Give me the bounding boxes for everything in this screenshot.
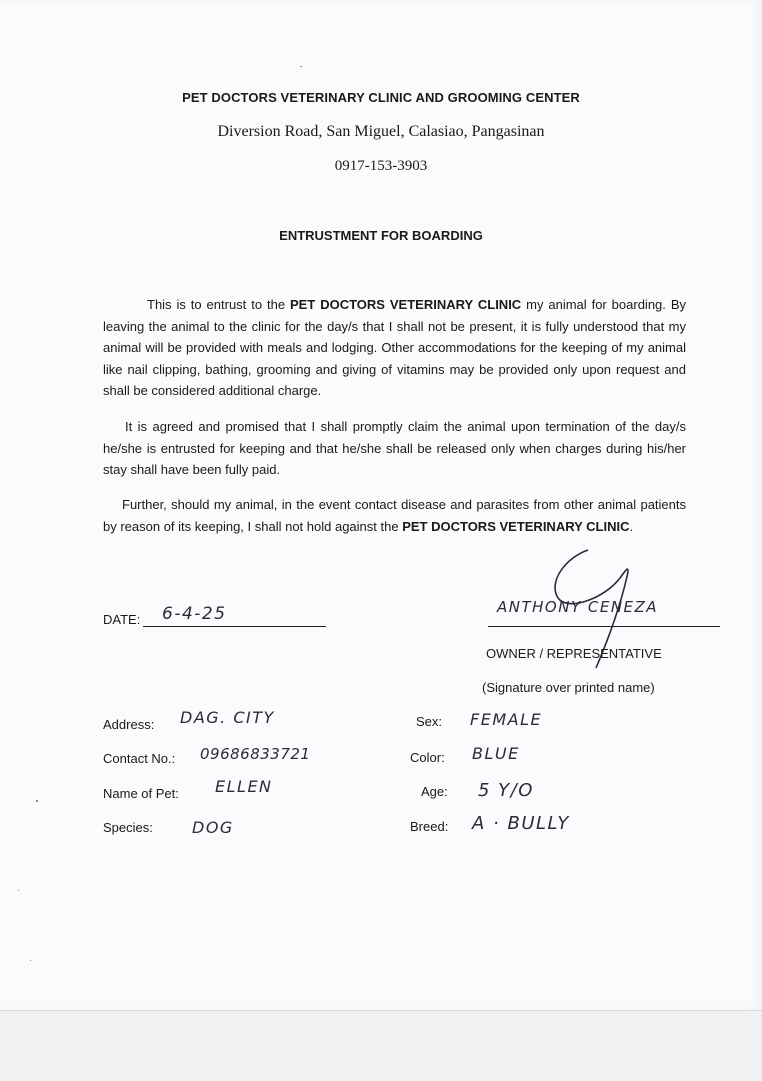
scan-speck bbox=[36, 800, 38, 802]
paragraph-entrust: This is to entrust to the PET DOCTORS VETERINARY CLINIC my animal for boarding. By leaving the animal to the clinic for the day/s that I shall not be present, it is fully understood that my animal will be provided with meals and lodging. Other accommodations for the keeping of my animal like nail clipping, bathing, grooming and giving of vitamins may be provided only upon request and shall be considered additional charge. bbox=[103, 297, 686, 398]
pet-name-label: Name of Pet: bbox=[103, 786, 179, 801]
date-value: 6-4-25 bbox=[162, 604, 227, 624]
paragraph-agreement: It is agreed and promised that I shall promptly claim the animal upon termination of the day/s he/she is entrusted for keeping and that he/she shall be released only when charges during his/her stay shall have been fully paid. bbox=[103, 419, 686, 477]
handwritten-signature bbox=[470, 540, 730, 690]
clinic-name-bold: PET DOCTORS VETERINARY CLINIC bbox=[289, 297, 522, 312]
sex-value: FEMALE bbox=[470, 710, 543, 729]
paragraph-liability: Further, should my animal, in the event contact disease and parasites from other animal patients by reason of its keeping, I shall not hold against the PET DOCTORS VETERINARY CLINIC. bbox=[103, 497, 686, 534]
age-label: Age: bbox=[421, 784, 448, 799]
clinic-name: PET DOCTORS VETERINARY CLINIC AND GROOMING CENTER bbox=[182, 90, 580, 105]
address-value: DAG. CITY bbox=[180, 708, 275, 727]
scan-speck bbox=[300, 66, 302, 67]
contact-label: Contact No.: bbox=[103, 751, 176, 766]
document-title: ENTRUSTMENT FOR BOARDING bbox=[279, 228, 483, 243]
scan-speck bbox=[18, 890, 19, 891]
owner-label: OWNER / REPRESENTATIVE bbox=[486, 646, 662, 661]
contact-value: 09686833721 bbox=[200, 745, 311, 763]
clinic-phone: 0917-153-3903 bbox=[334, 158, 428, 174]
date-underline bbox=[143, 626, 326, 627]
species-label: Species: bbox=[103, 820, 153, 835]
signature-line bbox=[488, 626, 720, 627]
age-value: 5 Y/O bbox=[478, 780, 534, 801]
owner-sublabel: (Signature over printed name) bbox=[482, 680, 655, 695]
owner-printed-name: ANTHONY CENEZA bbox=[497, 598, 659, 616]
breed-value: A · BULLY bbox=[472, 813, 570, 834]
sex-label: Sex: bbox=[416, 714, 443, 729]
scan-background bbox=[0, 1010, 762, 1081]
color-value: BLUE bbox=[472, 744, 520, 763]
clinic-name-bold-2: PET DOCTORS VETERINARY CLINIC bbox=[402, 518, 630, 534]
scan-speck bbox=[30, 960, 31, 961]
species-value: DOG bbox=[192, 818, 234, 837]
color-label: Color: bbox=[410, 750, 445, 765]
clinic-address: Diversion Road, San Miguel, Calasiao, Pangasinan bbox=[217, 123, 545, 140]
pet-name-value: ELLEN bbox=[215, 777, 273, 796]
date-label: DATE: bbox=[103, 612, 141, 627]
breed-label: Breed: bbox=[410, 819, 449, 834]
address-label: Address: bbox=[103, 717, 155, 732]
